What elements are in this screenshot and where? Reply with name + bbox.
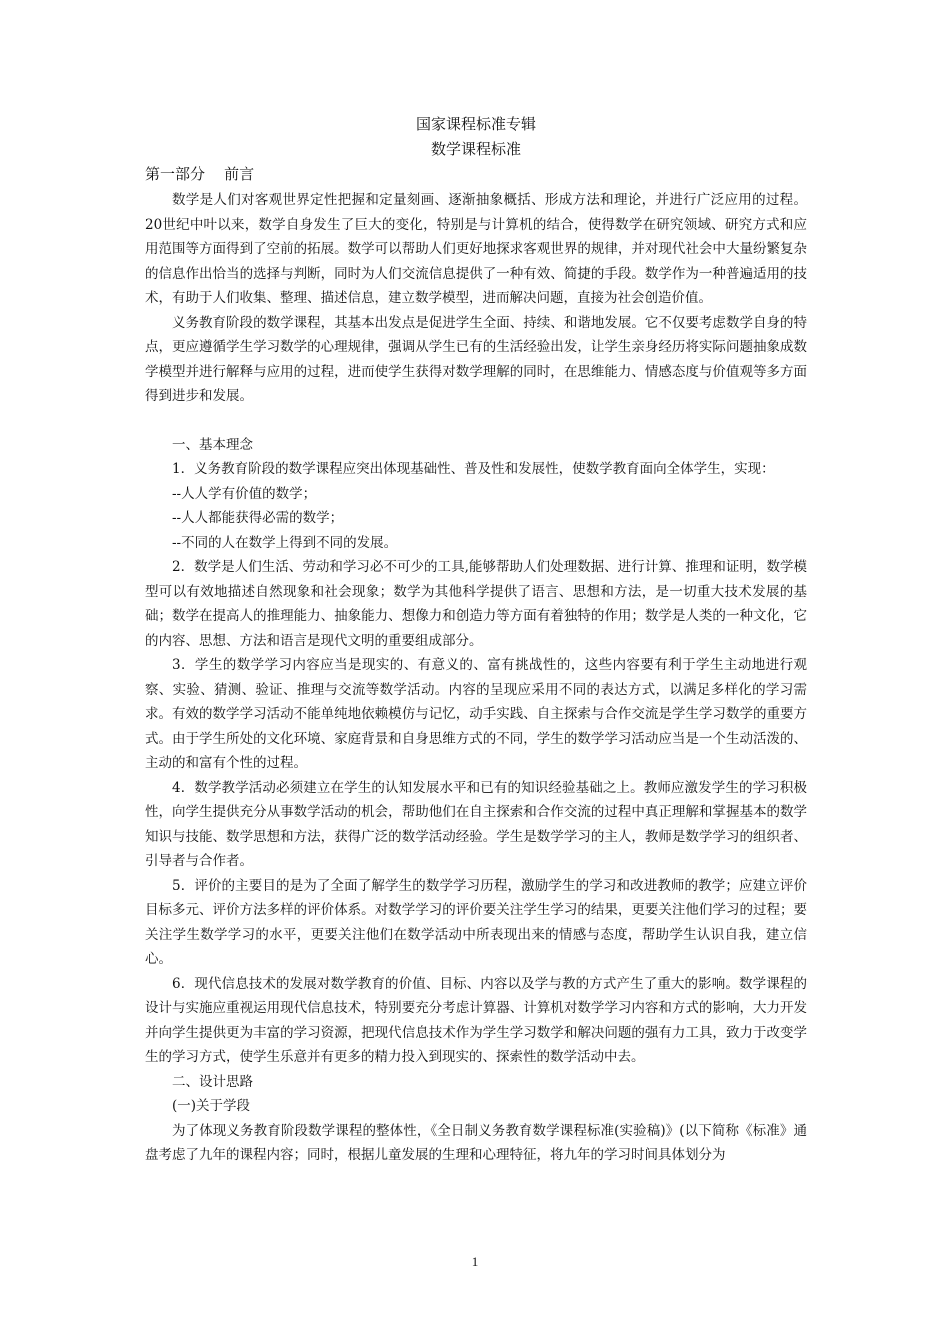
body-paragraph: 为了体现义务教育阶段数学课程的整体性，《全日制义务教育数学课程标准(实验稿)》(以下简称《标准》通盘考虑了九年的课程内容；同时，根据儿童发展的生理和心理特征，将九年的学习时间具体划分为 xyxy=(145,1122,807,1163)
dash-list-item: --人人学有价值的数学； xyxy=(172,485,317,502)
document-subtitle: 数学课程标准 xyxy=(430,140,521,158)
page-number: 1 xyxy=(471,1254,479,1269)
dash-list-item: --人人都能获得必需的数学； xyxy=(172,510,344,526)
principle-item: 5．评价的主要目的是为了全面了解学生的数学学习历程，激励学生的学习和改进教师的教学；应建立评价目标多元、评价方法多样的评价体系。对数学学习的评价要关注学生学习的结果，更要关注他们学习的过程；要关注学生数学学习的水平，更要关注他们在数学活动中所表现出来的情感与态度，帮助学生认识自我，建立信心。 xyxy=(145,877,807,967)
dash-list-item: --不同的人在数学上得到不同的发展。 xyxy=(172,534,398,551)
document-title: 国家课程标准专辑 xyxy=(415,115,536,133)
intro-paragraph: 义务教育阶段的数学课程，其基本出发点是促进学生全面、持续、和谐地发展。它不仅要考虑数学自身的特点，更应遵循学生学习数学的心理规律，强调从学生已有的生活经验出发，让学生亲身经历将实际问题抽象成数学模型并进行解释与应用的过程，进而使学生获得对数学理解的同时，在思维能力、情感态度与价值观等多方面得到进步和发展。 xyxy=(145,314,807,404)
blank-line xyxy=(145,409,807,433)
section-heading-basic-ideas: 一、基本理念 xyxy=(172,436,253,453)
subsection-heading-stages: (一)关于学段 xyxy=(172,1098,251,1114)
principle-item: 6．现代信息技术的发展对数学教育的价值、目标、内容以及学与教的方式产生了重大的影响。数学课程的设计与实施应重视运用现代信息技术，特别要充分考虑计算器、计算机对数学学习内容和方式的影响，大力开发并向学生提供更为丰富的学习资源，把现代信息技术作为学生学习数学和解决问题的强有力工具，致力于改变学生的学习方式，使学生乐意并有更多的精力投入到现实的、探索性的数学活动中去。 xyxy=(145,975,807,1065)
principle-item: 2．数学是人们生活、劳动和学习必不可少的工具,能够帮助人们处理数据、进行计算、推理和证明，数学模型可以有效地描述自然现象和社会现象；数学为其他科学提供了语言、思想和方法，是一切重大技术发展的基础；数学在提高人的推理能力、抽象能力、想像力和创造力等方面有着独特的作用；数学是人类的一种文化，它的内容、思想、方法和语言是现代文明的重要组成部分。 xyxy=(145,559,807,649)
part-heading: 第一部分 前言 xyxy=(145,165,255,183)
principle-item: 3．学生的数学学习内容应当是现实的、有意义的、富有挑战性的，这些内容要有利于学生主动地进行观察、实验、猜测、验证、推理与交流等数学活动。内容的呈现应采用不同的表达方式，以满足多样化的学习需求。有效的数学学习活动不能单纯地依赖模仿与记忆，动手实践、自主探索与合作交流是学生学习数学的重要方式。由于学生所处的文化环境、家庭背景和自身思维方式的不同，学生的数学学习活动应当是一个生动活泼的、主动的和富有个性的过程。 xyxy=(145,657,807,771)
principle-item: 4．数学教学活动必须建立在学生的认知发展水平和已有的知识经验基础之上。教师应激发学生的学习积极性，向学生提供充分从事数学活动的机会，帮助他们在自主探索和合作交流的过程中真正理解和掌握基本的数学知识与技能、数学思想和方法，获得广泛的数学活动经验。学生是数学学习的主人，教师是数学学习的组织者、引导者与合作者。 xyxy=(145,779,807,869)
section-heading-design-ideas: 二、设计思路 xyxy=(172,1073,253,1090)
document-page xyxy=(145,112,807,1168)
principle-item: 1．义务教育阶段的数学课程应突出体现基础性、普及性和发展性，使数学教育面向全体学生，实现： xyxy=(172,461,775,477)
intro-paragraph: 数学是人们对客观世界定性把握和定量刻画、逐渐抽象概括、形成方法和理论，并进行广泛应用的过程。20世纪中叶以来，数学自身发生了巨大的变化，特别是与计算机的结合，使得数学在研究领域、研究方式和应用范围等方面得到了空前的拓展。数学可以帮助人们更好地探求客观世界的规律，并对现代社会中大量纷繁复杂的信息作出恰当的选择与判断，同时为人们交流信息提供了一种有效、简捷的手段。数学作为一种普遍适用的技术，有助于人们收集、整理、描述信息，建立数学模型，进而解决问题，直接为社会创造价值。 xyxy=(145,192,807,306)
